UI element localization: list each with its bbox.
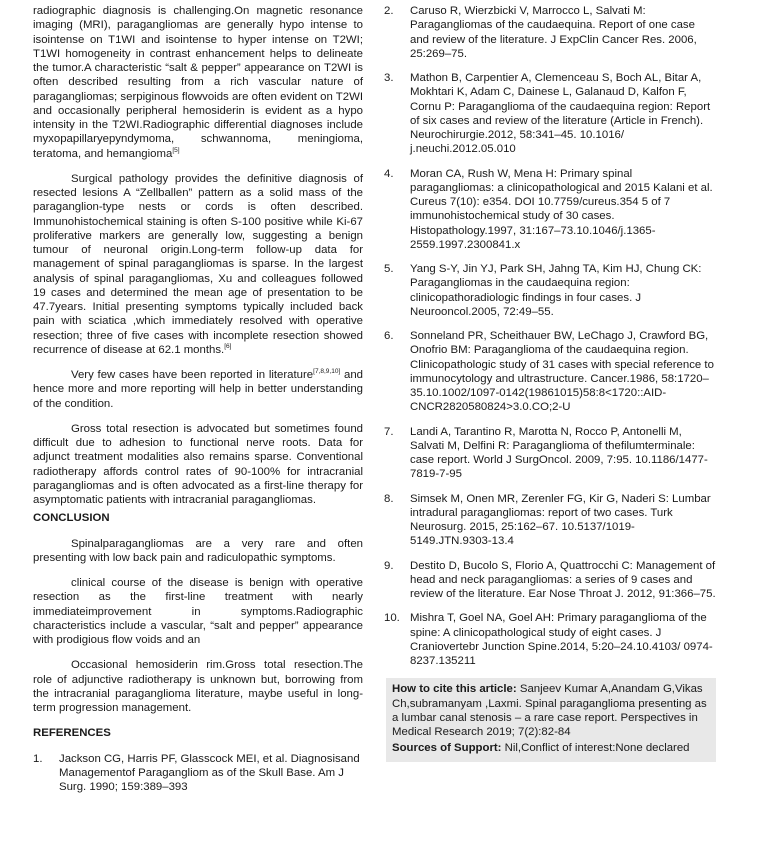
paragraph-resection: Gross total resection is advocated but sometimes found difficult due to adhesion to functional nerve roots. Data for adjunct treatment modalities also remains sparse. Conventional radiotherapy affords control rates of 90-100% for intracranial paragangliomas and is often advocated as a first-line therapy for asymptomatic patients with intracranial paragangliomas.	[33, 422, 363, 506]
paragraph-literature: Very few cases have been reported in literature[7,8,9,10] and hence more and more reporting will help in better understanding of the condition.	[33, 368, 363, 410]
right-column	[384, 4, 716, 762]
reference-7: 7. Landi A, Tarantino R, Marotta N, Rocco P, Antonelli M, Salvati M, Delfini R: Paraganglioma of thefilumterminale: case report. World J SurgOncol. 2009, 7:95. 10.1186/1477-7819-7-95	[384, 425, 708, 481]
citation-6: [6]	[224, 342, 232, 350]
sources-of-support: Sources of Support: Nil,Conflict of interest:None declared	[392, 742, 690, 755]
citation-box	[386, 678, 716, 761]
paragraph-surgical-pathology: Surgical pathology provides the definitive diagnosis of resected lesions A “Zellballen” pattern as a solid mass of the paraganglion-type nests or cords is often described. Immunohistochemical staining is often S-100 positive while Ki-67 proliferative markers are generally low, suggesting a benign tumour of neuronal origin.Long-term follow-up data for management of spinal paragangliomas is sparse. In the largest analysis of spinal paragangliomas, Xu and colleagues followed 19 cases and determined the mean age of presentation to be 47.7years. Initial presenting symptoms typically included back pain with sciatica ,which immediately resolved with operative resection; three of five cases with incomplete resection showed recurrence of disease at 62.1 months.[6]	[33, 172, 363, 356]
reference-1: 1. Jackson CG, Harris PF, Glasscock MEI, et al. Diagnosisand Managementof Paragangliom as of the Skull Base. Am J Surg. 1990; 159:389–393	[33, 752, 360, 793]
conclusion-heading: CONCLUSION	[33, 512, 110, 525]
citation-7-10: [7,8,9,10]	[313, 368, 341, 376]
reference-6: 6. Sonneland PR, Scheithauer BW, LeChago J, Crawford BG, Onofrio BM: Paraganglioma of the caudaequina region. Clinicopathologic study of 31 cases with special reference to immunocytology and ultrastructure. Cancer.1986, 58:1720–35.10.1002/1097-0142(19861015)58:8<1720::AID-CNCR2820580824>3.0.CO;2-U	[384, 330, 714, 414]
left-column	[33, 4, 363, 794]
paragraph-radiographic: radiographic diagnosis is challenging.On magnetic resonance imaging (MRI), paragangliomas are generally hypo intense to isointense on T1WI and isointense to hyper intense on T2WI; T1WI homogeneity in contrast enhancement helps to delineate the tumor.A characteristic “salt & pepper” appearance on T2WI is often described resulting from a rich vascular nature of paragangliomas; serpiginous flowvoids are often evident on T2WI and occasionally peripheral hemosiderin is evident as a hypo intensity in the T2WI.Radiographic differential diagnoses include myxopapillaryepyndymoma, schwannoma, meningioma, teratoma, and hemangioma[5]	[33, 5, 363, 160]
conclusion-paragraph-3: Occasional hemosiderin rim.Gross total resection.The role of adjunctive radiotherapy is unknown but, borrowing from the intracranial paraganglioma literature, maybe useful in long-term progression management.	[33, 659, 363, 714]
references-heading: REFERENCES	[33, 727, 111, 740]
reference-8: 8. Simsek M, Onen MR, Zerenler FG, Kir G, Naderi S: Lumbar intradural paragangliomas: report of two cases. Turk Neurosurg. 2015, 25:162–67. 10.5137/1019-5149.JTN.9303-13.4	[384, 492, 711, 548]
reference-3: 3. Mathon B, Carpentier A, Clemenceau S, Boch AL, Bitar A, Mokhtari K, Adam C, Dainese L, Galanaud D, Kalfon F, Cornu P: Paraganglioma of the caudaequina region: Report of six cases and review of the literature (Article in French). Neurochirurgie.2012, 58:341–45. 10.1016/ j.neuchi.2012.05.010	[384, 72, 711, 156]
reference-5: 5. Yang S-Y, Jin YJ, Park SH, Jahng TA, Kim HJ, Chung CK: Paragangliomas in the caudaequina region: clinicopathoradiologic findings in four cases. J Neurooncol.2005, 72:49–55.	[384, 263, 702, 318]
conclusion-paragraph-2: clinical course of the disease is benign with operative resection as the first-line treatment with nearly immediateimprovement in symptoms.Radiographic characteristics include a vascular, “salt and pepper” appearance with prodigious flow voids and an	[33, 577, 363, 646]
conclusion-paragraph-1: Spinalparagangliomas are a very rare and often presenting with low back pain and radiculopathic symptoms.	[33, 537, 363, 564]
how-to-cite: How to cite this article: Sanjeev Kumar A,Anandam G,Vikas Ch,subramanyam ,Laxmi. Spinal paraganglioma presenting as a lumbar canal stenosis – a rare case report. Perspectives in Medical Research 2019; 7(2):82-84	[392, 683, 707, 738]
reference-4: 4. Moran CA, Rush W, Mena H: Primary spinal paragangliomas: a clinicopathological and 2015 Kalani et al. Cureus 7(10): e354. DOI 10.7759/cureus.354 5 of 7 immunohistochemical study of 30 cases. Histopathology.1997, 31:167–73.10.1046/j.1365-2559.1997.2300841.x	[384, 167, 713, 251]
reference-2: 2. Caruso R, Wierzbicki V, Marrocco L, Salvati M: Paragangliomas of the caudaequina. Report of one case and review of the literature. J ExpClin Cancer Res. 2006, 25:269–75.	[384, 5, 697, 60]
reference-10: 10. Mishra T, Goel NA, Goel AH: Primary paraganglioma of the spine: A clinicopathological study of eight cases. J Craniovertebr Junction Spine.2014, 5:20–24.10.4103/ 0974-8237.135211	[384, 612, 713, 667]
citation-5: [5]	[172, 146, 180, 154]
reference-9: 9. Destito D, Bucolo S, Florio A, Quattrocchi C: Management of head and neck paragangliomas: a series of 9 cases and review of the literature. Ear Nose Throat J. 2012, 91:366–75.	[384, 559, 716, 600]
